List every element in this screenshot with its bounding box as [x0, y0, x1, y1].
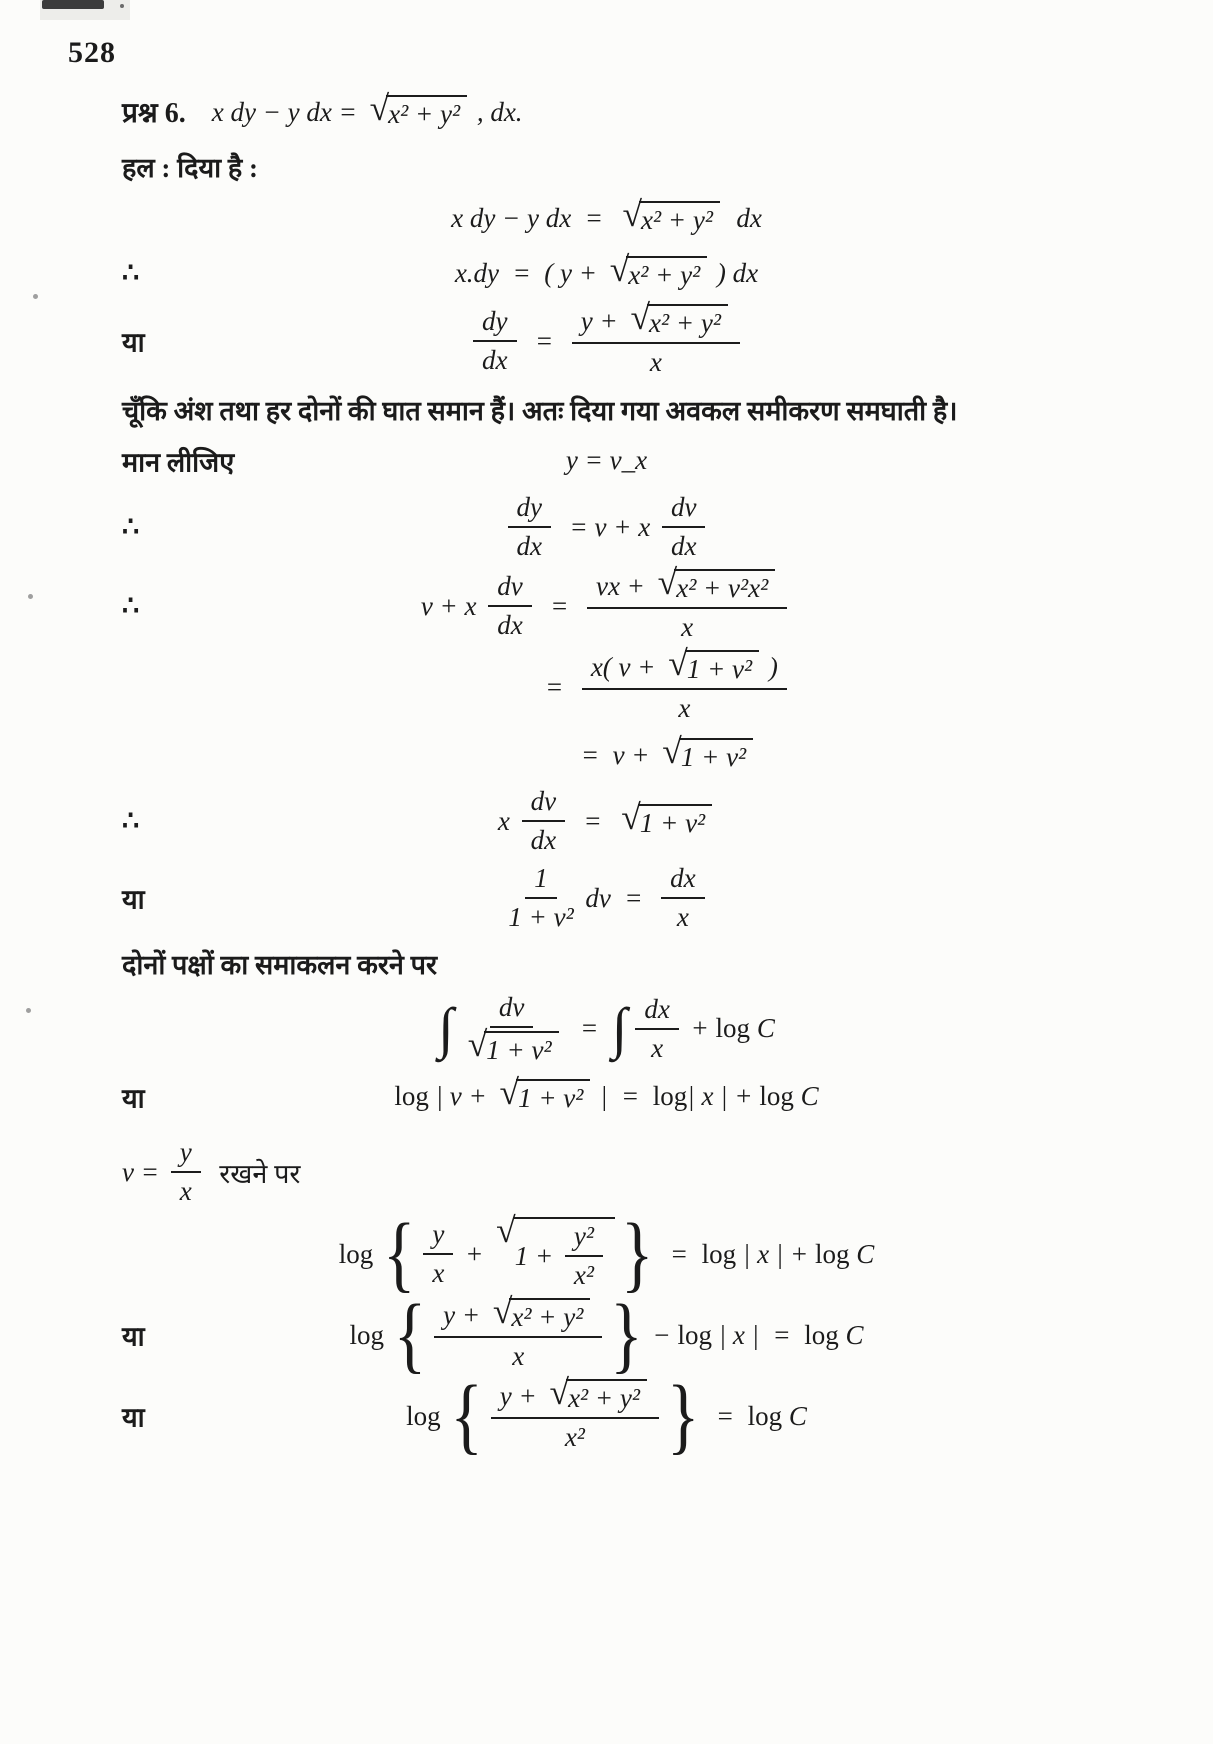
fraction: $\frac{dy}{dx}$: [473, 306, 516, 376]
equation-row: [0, 1287, 1213, 1382]
square-root: √ x² + y²: [627, 304, 727, 339]
fraction: $\frac{y}{x}$: [423, 1219, 453, 1289]
fraction: $\frac{dv}{dx}$: [488, 571, 531, 641]
radical-sign-icon: √: [622, 193, 643, 234]
equation-row: [0, 1206, 1213, 1300]
formula: log { y + √ x² + y² x² } = log C: [406, 1368, 807, 1463]
formula: log | v + √ 1 + v² | = log | x | + log C: [394, 1072, 819, 1114]
row-label: या: [122, 1321, 145, 1352]
equation-row: [0, 992, 1213, 1066]
formula: y = v_x: [565, 445, 648, 476]
square-root: √ 1 + v²: [497, 1079, 591, 1114]
fraction: x( v + √ 1 + v² ) x: [582, 650, 787, 724]
fraction: $\frac{y}{x}$: [171, 1137, 201, 1207]
row-label: ∴: [122, 257, 140, 288]
radical-sign-icon: √: [467, 1023, 488, 1064]
fraction: $\frac{\text{y²}}{\text{x²}}$: [565, 1221, 603, 1291]
equation-row: [0, 297, 1213, 378]
formula: x $\frac{dv}{dx}$ = √ 1 + v²: [498, 786, 715, 856]
square-root: √ x² + y²: [547, 1379, 647, 1414]
equation-row: [0, 194, 1213, 242]
equation-row: [0, 492, 1213, 562]
equation-row: [0, 786, 1213, 856]
row-label: या: [122, 1083, 145, 1114]
fraction: vx + √ x² + v²x² x: [587, 569, 787, 643]
radical-sign-icon: √: [609, 248, 630, 289]
square-root: √ 1 + v²: [465, 1031, 559, 1066]
formula: $\frac{dy}{dx}$ = y + √ x² + y² x: [468, 304, 745, 378]
fraction: y + √ x² + y² x: [572, 304, 740, 378]
big-brace: {: [393, 1287, 427, 1382]
fraction: $\frac{1}{\text{1 + v²}}$: [508, 863, 574, 933]
formula: x dy − y dx = √ x² + y² , dx.: [211, 87, 523, 129]
radical-sign-icon: √: [657, 562, 678, 603]
paragraph: हल : दिया है :: [122, 153, 258, 183]
square-root: √ x² + y²: [619, 201, 719, 236]
equation-row: [0, 249, 1213, 297]
square-root: √ 1 + v²: [665, 650, 759, 685]
row-label: मान लीजिए: [122, 447, 235, 478]
fraction: $\frac{dv}{dx}$: [662, 492, 705, 562]
equation-row: [0, 643, 1213, 724]
square-root: √ 1 + v²: [618, 804, 712, 839]
inline-math-row: [0, 1137, 1213, 1207]
radical-sign-icon: √: [662, 730, 682, 771]
square-root: √ 1 + $\frac{\text{y²}}{\text{x²}}$: [493, 1217, 615, 1291]
radical-sign-icon: √: [630, 297, 651, 338]
equation-row: [0, 1368, 1213, 1463]
row-label: या: [122, 327, 145, 358]
formula: = x( v + √ 1 + v² ) x: [545, 650, 792, 724]
formula: v + x $\frac{dv}{dx}$ = vx + √ x² + v²x² x: [421, 569, 792, 643]
fraction: $\frac{dx}{x}$: [661, 863, 704, 933]
paragraph: दोनों पक्षों का समाकलन करने पर: [122, 950, 438, 981]
big-brace: }: [666, 1368, 700, 1463]
radical-sign-icon: √: [369, 87, 390, 128]
radical-sign-icon: √: [499, 1072, 520, 1113]
integral-sign: ∫: [438, 996, 454, 1060]
row-label: ∴: [122, 805, 140, 836]
big-brace: }: [621, 1206, 654, 1300]
big-brace: }: [610, 1287, 643, 1382]
paragraph: चूँकि अंश तथा हर दोनों की घात समान हैं। अतः दिया गया अवकल समीकरण समघाती है।: [122, 395, 958, 426]
square-root: √ x² + y²: [490, 1298, 590, 1333]
radical-sign-icon: √: [668, 643, 688, 684]
equation-row: [0, 731, 1213, 779]
question-row: [0, 88, 1213, 136]
formula: x dy − y dx = √ x² + y² dx: [451, 193, 762, 235]
equation-row: [0, 863, 1213, 933]
formula: log { y + √ x² + y² x } − log | x | = log C: [349, 1287, 864, 1382]
scan-speck: [120, 4, 124, 8]
page-number: 528: [68, 36, 116, 69]
integral-sign: ∫: [611, 996, 628, 1060]
square-root: √ x² + y²: [607, 256, 707, 291]
formula: = v + √ 1 + v²: [581, 738, 756, 773]
radical-sign-icon: √: [492, 1291, 513, 1332]
formula: $\frac{dy}{dx}$ = v + x $\frac{dv}{dx}$: [503, 492, 711, 562]
radical-sign-icon: √: [496, 1210, 516, 1251]
fraction: dv √ 1 + v²: [462, 992, 562, 1066]
row-label: या: [122, 1402, 145, 1433]
formula: $\frac{1}{\text{1 + v²}}$ dv = $\frac{dx}{x}$: [503, 863, 709, 933]
radical-sign-icon: √: [549, 1372, 570, 1413]
formula: v = $\frac{y}{x}$ रखने पर: [122, 1136, 301, 1207]
row-label: ∴: [122, 511, 140, 542]
row-label: या: [122, 884, 145, 915]
square-root: √ 1 + v²: [659, 738, 753, 773]
square-root: √ x² + v²x²: [655, 569, 776, 604]
equation-row: [0, 562, 1213, 643]
fraction: $\frac{dx}{x}$: [635, 994, 678, 1064]
row-label: ∴: [122, 590, 140, 621]
formula: log { $\frac{y}{x}$ + √ 1 + $\frac{\text{y²}}{\text{x²}}$ } = log | x | + log C: [338, 1206, 875, 1300]
fraction: y + √ x² + y² x: [434, 1298, 602, 1372]
fraction: $\frac{dv}{dx}$: [522, 786, 565, 856]
big-brace: {: [450, 1368, 483, 1463]
formula: ∫ dv √ 1 + v² = ∫ $\frac{dx}{x}$ + log C: [438, 991, 775, 1065]
square-root: √ x² + y²: [367, 95, 467, 130]
ink-smudge-artifact: [42, 0, 104, 9]
equation-row: [0, 437, 1213, 485]
question-label: प्रश्न 6.: [122, 98, 186, 129]
fraction: y + √ x² + y² x²: [491, 1379, 659, 1453]
big-brace: {: [383, 1206, 416, 1300]
radical-sign-icon: √: [621, 796, 641, 837]
formula: x.dy = ( y + √ x² + y² ) dx: [454, 248, 759, 290]
equation-row: [0, 1073, 1213, 1121]
solution-body: [0, 87, 1213, 1463]
fraction: $\frac{dy}{dx}$: [508, 492, 551, 562]
